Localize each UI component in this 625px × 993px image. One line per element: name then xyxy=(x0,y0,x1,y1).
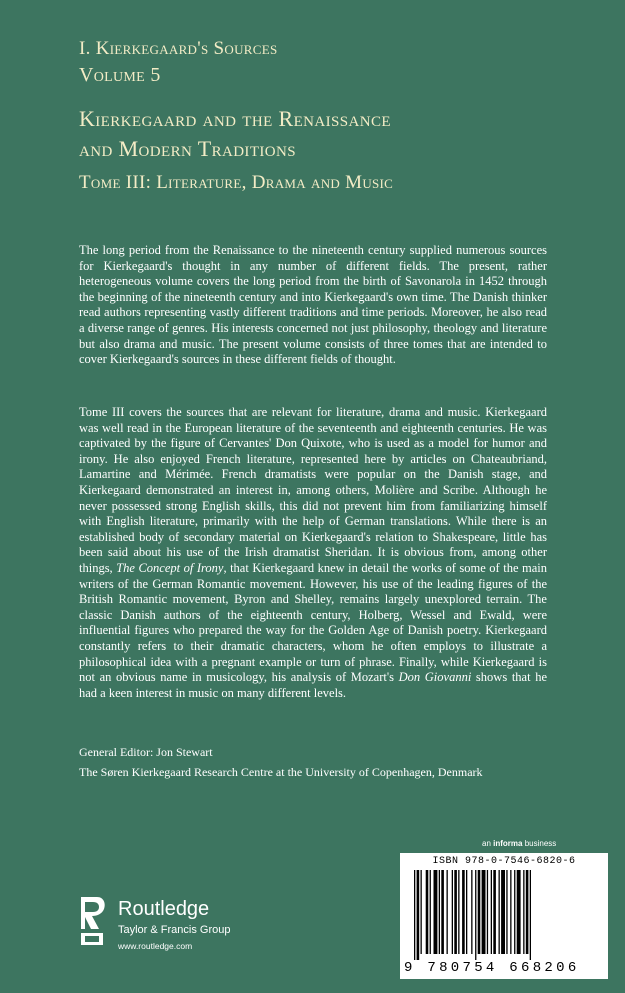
p2-italic-concept-of-irony: The Concept of Irony xyxy=(116,560,224,575)
research-centre: The Søren Kierkegaard Research Centre at the University of Copenhagen, Denmark xyxy=(79,765,483,779)
p2-italic-don-giovanni: Don Giovanni xyxy=(398,670,472,685)
tome-subtitle: Tome III: Literature, Drama and Music xyxy=(79,172,394,193)
publisher-url: www.routledge.com xyxy=(118,941,193,951)
ean-digits: 9 780754 668206 xyxy=(404,960,580,976)
publisher-name: Routledge xyxy=(118,898,210,920)
book-title-line1: Kierkegaard and the Renaissance xyxy=(79,106,391,131)
description-paragraph-2 xyxy=(79,405,547,701)
series-title: I. Kierkegaard's Sources xyxy=(79,38,278,59)
informa-suffix: business xyxy=(522,839,557,848)
book-title xyxy=(79,104,579,164)
barcode-icon xyxy=(414,870,594,960)
barcode-panel xyxy=(400,853,608,979)
general-editor: General Editor: Jon Stewart xyxy=(79,745,213,759)
informa-tagline xyxy=(482,839,556,848)
p2-part-b: , that Kierkegaard knew in detail the works of some of the main writers of the German Romantic movement. However, his use of the leading figures of the British Romantic movement, Byron and Shelley, remains largely unexplored terrain. The classic Danish authors of the eighteenth century, Holberg, Wessel and Ewald, were influential figures who prepared the way for the Golden Age of Danish poetry. Kierkegaard constantly refers to their dramatic characters, whom he often employs to illustrate a philosophical idea with a pregnant example or turn of phrase. Finally, while Kierkegaard is not an obvious name in musicology, his analysis of Mozart's xyxy=(79,560,547,685)
description-paragraph-1: The long period from the Renaissance to the nineteenth century supplied numerous sources for Kierkegaard's thought in any number of different fields. The present, rather heterogeneous volume covers the long period from the birth of Savonarola in 1452 through the beginning of the nineteenth century and into Kierkegaard's own time. The Danish thinker read authors representing vastly different traditions and time periods. Moreover, he also read a diverse range of genres. His interests concerned not just philosophy, theology and literature but also drama and music. The present volume consists of three tomes that are intended to cover Kierkegaard's sources in these different fields of thought. xyxy=(79,243,547,367)
informa-brand: informa xyxy=(493,839,523,848)
informa-prefix: an xyxy=(482,839,494,848)
p2-part-a: Tome III covers the sources that are relevant for literature, drama and music. Kierkegaard was well read in the European literature of the seventeenth and eighteenth centuries. He was captivated by the figure of Cervantes' Don Quixote, who is used as a model for humor and irony. He also enjoyed French literature, represented here by articles on Chateaubriand, Lamartine and Mérimée. French dramatists were popular on the Danish stage, and Kierkegaard demonstrated an interest in, among others, Molière and Scribe. Although he never possessed strong English skills, this did not prevent him from familiarizing himself with English literature, primarily with the help of German translations. While there is an established body of secondary material on Kierkegaard's relation to Shakespeare, little has been said about his use of the Irish dramatist Sheridan. It is obvious from, among other things, xyxy=(79,405,547,575)
publisher-group: Taylor & Francis Group xyxy=(118,924,231,936)
book-title-line2: and Modern Traditions xyxy=(79,136,296,161)
volume-number: Volume 5 xyxy=(79,64,161,86)
routledge-logo-icon xyxy=(77,895,107,947)
isbn-label: ISBN 978-0-7546-6820-6 xyxy=(432,856,576,867)
p2-part-c: shows that he had a keen interest in music on many different levels. xyxy=(79,670,547,700)
